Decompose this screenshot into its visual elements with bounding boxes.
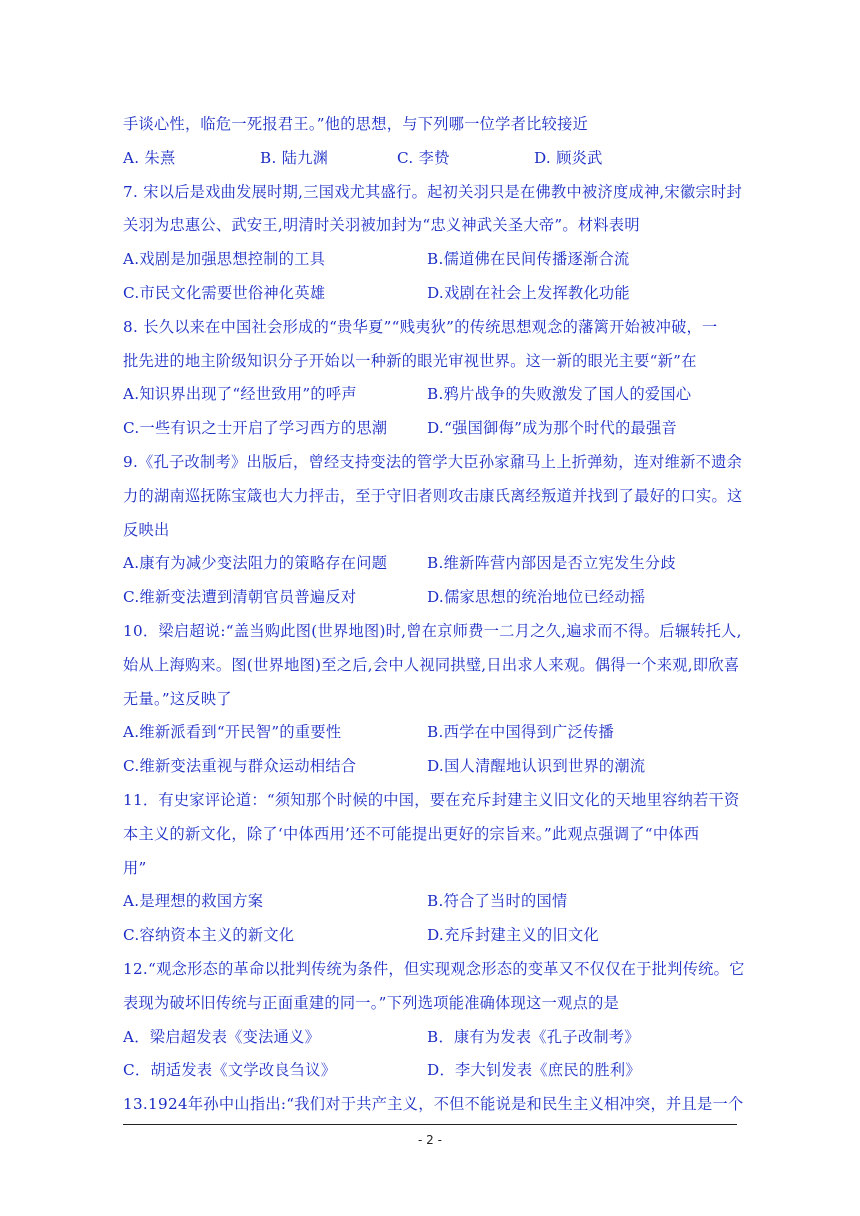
question-9-options-row-1 [123, 547, 743, 581]
page-number: - 2 - [418, 1133, 442, 1147]
option-a: A．梁启超发表《变法通义》 [123, 1027, 321, 1046]
option-b: B. 陆九渊 [260, 148, 329, 167]
question-13-stem-line-1: 13.1924年孙中山指出:“我们对于共产主义，不但不能说是和民生主义相冲突，并且是一个 [123, 1095, 744, 1114]
question-8-options-row-2 [123, 412, 743, 446]
question-10-options-row-1 [123, 716, 743, 750]
footer-divider [123, 1124, 737, 1125]
question-8-stem-line-2: 批先进的地主阶级知识分子开始以一种新的眼光审视世界。这一新的眼光主要“新”在 [123, 351, 697, 370]
option-a: A. 朱熹 [123, 148, 176, 167]
question-7-stem-line-2: 关羽为忠惠公、武安王,明清时关羽被加封为“忠义神武关圣大帝”。材料表明 [123, 216, 640, 235]
option-c: C．胡适发表《文学改良刍议》 [123, 1061, 337, 1080]
option-a: A.康有为减少变法阻力的策略存在问题 [123, 554, 388, 573]
question-8-stem-line-1: 8. 长久以来在中国社会形成的“贵华夏”“贱夷狄”的传统思想观念的藩篱开始被冲破，一 [123, 317, 718, 336]
option-d: D.儒家思想的统治地位已经动摇 [427, 588, 646, 607]
question-11-stem-line-2: 本主义的新文化，除了‘中体西用’还不可能提出更好的宗旨来。”此观点强调了“中体西 [123, 824, 700, 843]
option-d: D.“强国御侮”成为那个时代的最强音 [427, 419, 678, 438]
option-c: C.市民文化需要世俗神化英雄 [123, 283, 326, 302]
question-9-stem-line-3: 反映出 [123, 520, 170, 539]
option-c: C.维新变法遭到清朝官员普遍反对 [123, 588, 357, 607]
question-9-stem-line-1: 9.《孔子改制考》出版后，曾经支持变法的管学大臣孙家鼐马上上折弹劾，连对维新不遗余 [123, 452, 743, 471]
question-11-options-row-1 [123, 885, 743, 919]
question-6-options [123, 142, 743, 176]
question-11-stem-line-3: 用” [123, 858, 147, 877]
question-7-options-row-2 [123, 277, 743, 311]
document-body [123, 108, 743, 1122]
option-d: D.国人清醒地认识到世界的潮流 [427, 757, 646, 776]
option-d: D．李大钊发表《庶民的胜利》 [427, 1061, 641, 1080]
question-10-stem-line-1: 10．梁启超说:“盖当购此图(世界地图)时,曾在京师费一二月之久,遍求而不得。后辗转托人, [123, 621, 742, 640]
question-9-options-row-2 [123, 581, 743, 615]
option-b: B.鸦片战争的失败激发了国人的爱国心 [427, 385, 692, 404]
question-12-options-row-1 [123, 1021, 743, 1055]
question-10-options-row-2 [123, 750, 743, 784]
question-6-stem: 手谈心性，临危一死报君王。”他的思想，与下列哪一位学者比较接近 [123, 115, 589, 133]
question-9-stem-line-2: 力的湖南巡抚陈宝箴也大力抨击，至于守旧者则攻击康氏离经叛道并找到了最好的口实。这 [123, 486, 743, 505]
option-c: C.一些有识之士开启了学习西方的思潮 [123, 419, 388, 438]
option-b: B.儒道佛在民间传播逐渐合流 [427, 250, 630, 269]
option-b: B．康有为发表《孔子改制考》 [427, 1027, 640, 1046]
question-12-stem-line-2: 表现为破坏旧传统与正面重建的同一。”下列选项能准确体现这一观点的是 [123, 993, 620, 1012]
question-8-options-row-1 [123, 378, 743, 412]
option-a: A.是理想的救国方案 [123, 892, 264, 911]
option-a: A.戏剧是加强思想控制的工具 [123, 250, 326, 269]
question-12-stem-line-1: 12.“观念形态的革命以批判传统为条件，但实现观念形态的变革又不仅仅在于批判传统。它 [123, 959, 745, 978]
option-b: B.符合了当时的国情 [427, 892, 568, 911]
option-d: D.充斥封建主义的旧文化 [427, 926, 599, 945]
option-c: C.容纳资本主义的新文化 [123, 926, 295, 945]
question-7-stem-line-1: 7. 宋以后是戏曲发展时期,三国戏尤其盛行。起初关羽只是在佛教中被济度成神,宋徽宗时封 [123, 182, 742, 201]
question-12-options-row-2 [123, 1054, 743, 1088]
option-d: D.戏剧在社会上发挥教化功能 [427, 283, 630, 302]
question-11-options-row-2 [123, 919, 743, 953]
option-d: D. 顾炎武 [534, 148, 603, 167]
question-11-stem-line-1: 11．有史家评论道：“须知那个时候的中国，要在充斥封建主义旧文化的天地里容纳若干资 [123, 790, 740, 809]
option-b: B.西学在中国得到广泛传播 [427, 723, 614, 742]
option-a: A.知识界出现了“经世致用”的呼声 [123, 385, 357, 404]
question-10-stem-line-2: 始从上海购来。图(世界地图)至之后,会中人视同拱璧,日出求人来观。偶得一个来观,即欣喜 [123, 655, 740, 674]
option-b: B.维新阵营内部因是否立宪发生分歧 [427, 554, 676, 573]
option-c: C. 李贽 [397, 148, 450, 167]
question-7-options-row-1 [123, 243, 743, 277]
option-a: A.维新派看到“开民智”的重要性 [123, 723, 342, 742]
question-10-stem-line-3: 无量。”这反映了 [123, 689, 232, 708]
option-c: C.维新变法重视与群众运动相结合 [123, 757, 357, 776]
